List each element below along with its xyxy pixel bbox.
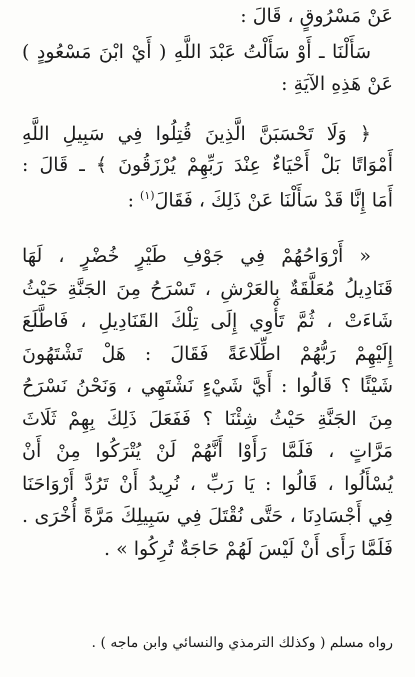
hadith-line-8: يُسْأَلُوا ، قَالُوا : يَا رَبِّ ، نُرِيدُ أَنْ تَرُدَّ أَرْوَاحَنَا [22, 473, 393, 495]
footnote: رواه مسلم ( وكذلك الترمذي والنسائي وابن ماجه ) . [91, 635, 393, 651]
text-line-2: سَأَلْنَا ـ أَوْ سَأَلْتُ عَبْدَ اللَّهِ ( أَيْ ابْنَ مَسْعُودٍ ) [22, 41, 371, 63]
hadith-line-4: إِلَيْهِمْ رَبُّهُمْ اطِّلَاعَةً فَقَالَ : هَلْ تَشْتَهُونَ [22, 343, 393, 365]
quran-verse-line-1: ﴿ وَلَا تَحْسَبَنَّ الَّذِينَ قُتِلُوا فِي سَبِيلِ اللَّهِ [22, 123, 371, 145]
text-line-6-body: أَمَا إِنَّا قَدْ سَأَلْنَا عَنْ ذَلِكَ ، فَقَالَ [154, 189, 393, 212]
text-line-6: أَمَا إِنَّا قَدْ سَأَلْنَا عَنْ ذَلِكَ ، فَقَالَ$^{(١)}$ : [127, 189, 393, 212]
hadith-line-1: « أَرْوَاحُهُمْ فِي جَوْفِ طَيْرٍ خُضْرٍ ، لَهَا [22, 245, 371, 267]
hadith-line-9: فِي أَجْسَادِنَا ، حَتَّى نُقْتَلَ فِي سَبِيلِكَ مَرَّةً أُخْرَى . [22, 505, 393, 527]
hadith-line-10: فَلَمَّا رَأَى أَنْ لَيْسَ لَهُمْ حَاجَةٌ تُرِكُوا » . [104, 538, 393, 560]
text-line-1: عَنْ مَسْرُوقٍ ، قَالَ : [240, 5, 393, 27]
hadith-line-2: قَنَادِيلُ مُعَلَّقَةٌ بِالعَرْشِ ، تَسْرَحُ مِنَ الجَنَّةِ حَيْثُ [22, 278, 393, 300]
quran-verse-line-2: أَمْوَاتًا بَلْ أَحْيَاءٌ عِنْدَ رَبِّهِمْ يُرْزَقُونَ ﴾ ـ قَالَ : [22, 154, 393, 176]
hadith-line-5: شَيْئًا ؟ قَالُوا : أَيَّ شَيْءٍ نَشْتَهِي ، وَنَحْنُ نَسْرَحُ [22, 375, 393, 397]
hadith-line-6: مِنَ الجَنَّةِ حَيْثُ شِئْنَا ؟ فَفَعَلَ ذَلِكَ بِهِمْ ثَلَاثَ [22, 408, 393, 430]
hadith-line-7: مَرَّاتٍ ، فَلَمَّا رَأَوْا أَنَّهُمْ لَنْ يُتْرَكُوا مِنْ أَنْ [22, 440, 393, 462]
footnote-marker: (١) [140, 189, 155, 202]
text-line-3: عَنْ هَذِهِ الآيَةِ : [281, 73, 393, 95]
hadith-line-3: شَاءَتْ ، ثُمَّ تَأْوِي إِلَى تِلْكَ القَنَادِيلِ ، فَاطَّلَعَ [22, 310, 393, 332]
